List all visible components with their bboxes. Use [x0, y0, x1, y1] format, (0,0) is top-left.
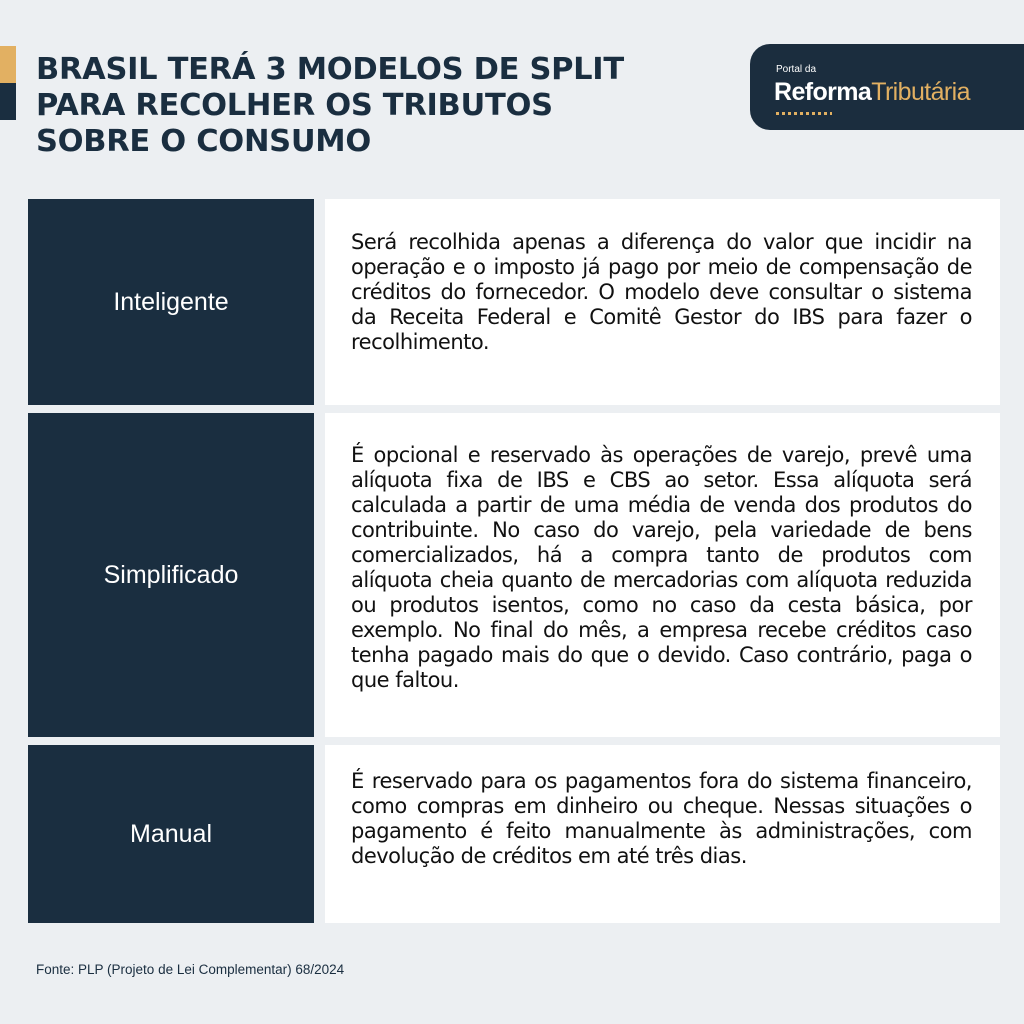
title-line-3: SOBRE O CONSUMO: [36, 124, 371, 159]
row-description-cell: [325, 413, 1000, 737]
row-description: Será recolhida apenas a diferença do valor que incidir na operação e o imposto já pago por meio de compensação de créditos do fornecedor. O modelo deve consultar o sistema da Receita Federal e Comitê Gestor do IBS para fazer o recolhimento.: [351, 230, 972, 354]
table-row-inteligente: [28, 199, 1000, 405]
row-description-cell: [325, 745, 1000, 923]
title-line-2: PARA RECOLHER OS TRIBUTOS: [36, 88, 553, 123]
logo-main-text: [774, 77, 970, 107]
logo-dotted-underline: [776, 112, 832, 115]
accent-bar-navy: [0, 83, 16, 120]
table-row-manual: [28, 745, 1000, 923]
logo-word-tributaria: Tributária: [871, 78, 970, 106]
portal-logo: [750, 44, 1024, 130]
source-note: Fonte: PLP (Projeto de Lei Complementar) 68/2024: [36, 962, 345, 977]
row-description: É opcional e reservado às operações de varejo, prevê uma alíquota fixa de IBS e CBS ao setor. Essa alíquota será calculada a partir de uma média de venda dos produtos do contribuinte. No caso do varejo, pela variedade de bens comercializados, há a compra tanto de produtos com alíquota cheia quanto de mercadorias com alíquota reduzida ou produtos isentos, como no caso da cesta básica, por exemplo. No final do mês, a empresa recebe créditos caso tenha pagado mais do que o devido. Caso contrário, paga o que faltou.: [351, 443, 972, 692]
row-description-cell: [325, 199, 1000, 405]
row-label: Manual: [28, 745, 314, 923]
row-label: Simplificado: [28, 413, 314, 737]
table-row-simplificado: [28, 413, 1000, 737]
page-title: [36, 52, 676, 160]
row-label: Inteligente: [28, 199, 314, 405]
logo-small-text: Portal da: [776, 64, 817, 75]
row-description: É reservado para os pagamentos fora do sistema financeiro, como compras em dinheiro ou cheque. Nessas situações o pagamento é feito manualmente às administrações, com devolução de créditos em até três dias.: [351, 769, 972, 868]
title-line-1: BRASIL TERÁ 3 MODELOS DE SPLIT: [36, 52, 624, 87]
split-models-table: [28, 199, 1000, 923]
logo-word-reforma: Reforma: [774, 78, 872, 106]
title-accent-bar: [0, 46, 16, 120]
accent-bar-gold: [0, 46, 16, 83]
